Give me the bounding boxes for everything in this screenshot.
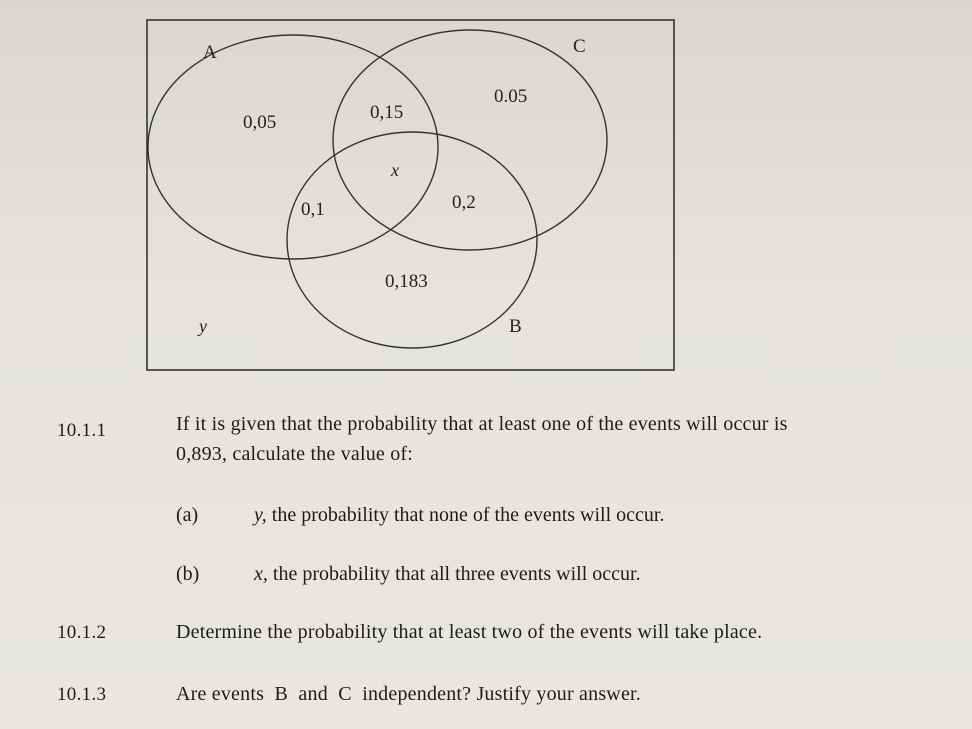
region-a-and-b: 0,1: [301, 199, 325, 220]
region-b-only: 0,183: [385, 271, 428, 292]
question-text-continued: 0,893, calculate the value of:: [176, 443, 414, 465]
part-text: [254, 504, 664, 527]
region-c-only: 0.05: [494, 86, 528, 107]
question-number: 10.1.1: [57, 420, 107, 441]
part-label: (b): [176, 563, 200, 585]
label-c: C: [573, 36, 586, 57]
part-text: [254, 563, 641, 586]
part-variable: x,: [254, 563, 268, 585]
part-variable: y,: [254, 504, 267, 526]
region-outside: y: [199, 316, 207, 336]
circle-a: [148, 35, 438, 259]
region-b-and-c: 0,2: [452, 192, 476, 213]
label-a: A: [203, 42, 217, 63]
question-text: If it is given that the probability that at least one of the events will occur is: [176, 413, 788, 435]
question-number: 10.1.2: [57, 622, 107, 643]
label-b: B: [509, 316, 522, 337]
region-a-only: 0,05: [243, 112, 277, 133]
question-number: 10.1.3: [57, 684, 107, 705]
part-description: the probability that all three events will occur.: [272, 563, 641, 585]
question-text: Are events B and C independent? Justify your answer.: [176, 683, 641, 705]
question-text: Determine the probability that at least two of the events will take place.: [176, 621, 763, 643]
part-label: (a): [176, 504, 199, 526]
part-description: the probability that none of the events will occur.: [271, 504, 665, 526]
circle-c: [333, 30, 607, 250]
region-a-and-c: 0,15: [370, 102, 404, 123]
sample-space-rectangle: [147, 20, 674, 370]
region-all-three: x: [391, 160, 399, 180]
